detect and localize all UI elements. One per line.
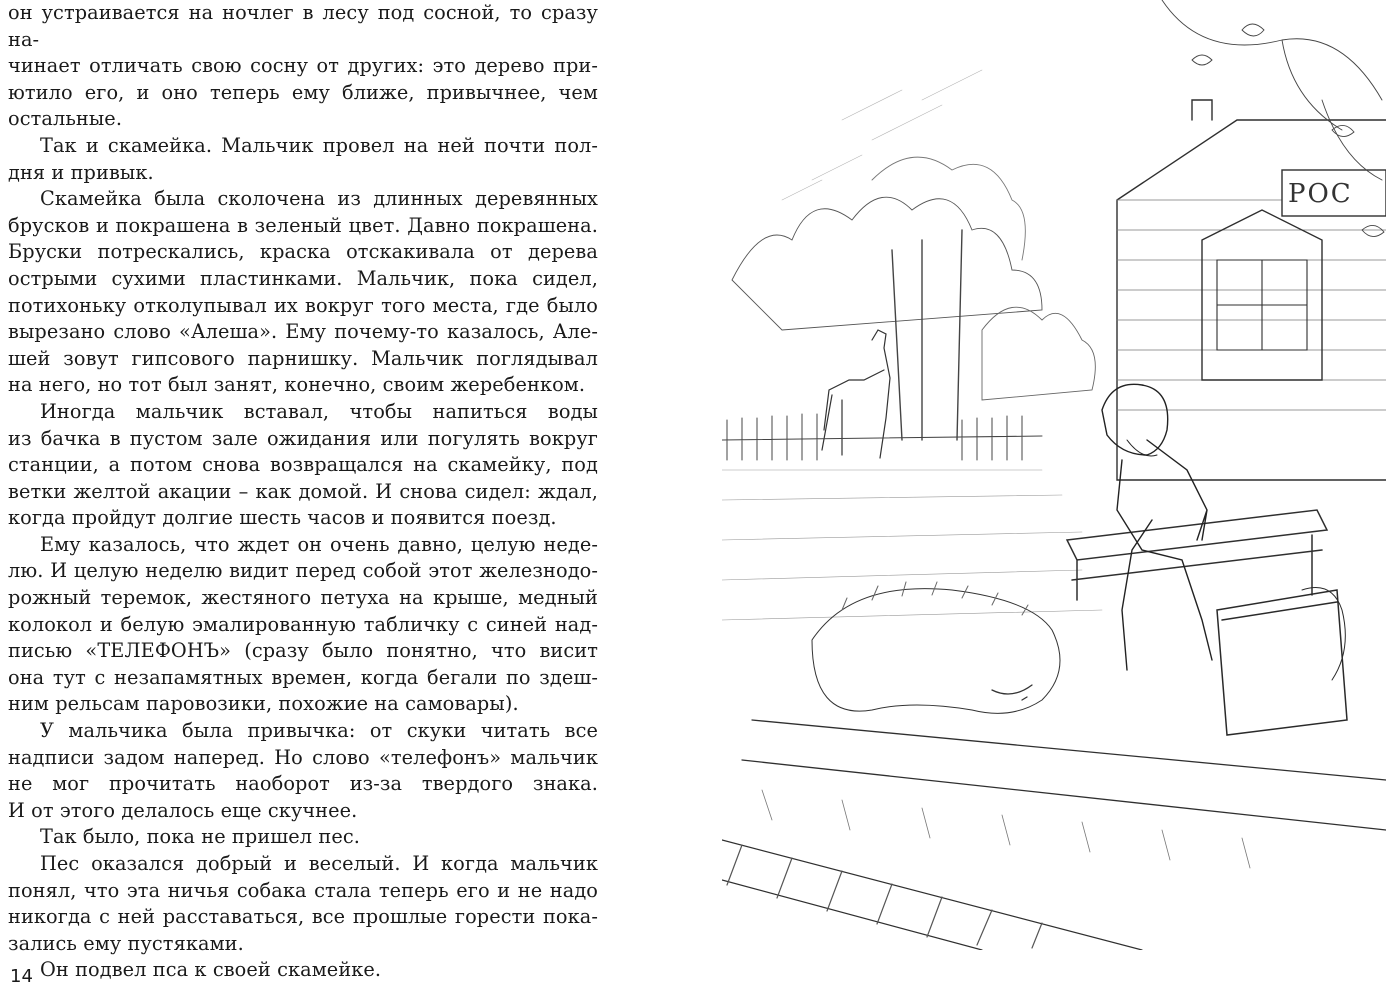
book-text-column <box>8 0 598 984</box>
platform-edge <box>742 720 1386 868</box>
text-line: станции, а потом снова возвращался на скамейку, под <box>8 453 598 477</box>
text-line: остальные. <box>8 107 123 131</box>
railway-tracks <box>722 840 1142 950</box>
text-line: не мог прочитать наоборот из-за твердого знака. <box>8 772 598 796</box>
text-line: ветки желтой акации – как домой. И снова сидел: ждал, <box>8 479 598 503</box>
text-line: колокол и белую эмалированную табличку с синей над- <box>8 612 598 636</box>
sky-hatching <box>782 70 982 200</box>
text-line: он устраивается на ночлег в лесу под сосной, то сразу на- <box>8 1 598 51</box>
text-line: вырезано слово «Алеша». Ему почему-то казалось, Але- <box>8 320 598 344</box>
text-line: когда пройдут долгие шесть часов и появится поезд. <box>8 506 557 530</box>
text-line: У мальчика была привычка: от скуки читать все <box>40 719 598 743</box>
text-line: писью «ТЕЛЕФОНЪ» (сразу было понятно, что висит <box>8 639 598 663</box>
text-line: дня и привык. <box>8 160 154 184</box>
text-line: Иногда мальчик вставал, чтобы напиться воды <box>40 399 598 423</box>
text-line: лю. И целую неделю видит перед собой этот железнодо- <box>8 559 598 583</box>
background-trees <box>732 157 1095 440</box>
text-line: потихоньку отколупывал их вокруг того места, где было <box>8 293 598 317</box>
text-line: на него, но тот был занят, конечно, своим жеребенком. <box>8 373 586 397</box>
suitcase <box>1217 588 1347 736</box>
bench <box>1067 510 1327 600</box>
station-building <box>1117 100 1386 480</box>
text-line: Скамейка была сколочена из длинных деревянных <box>40 187 598 211</box>
text-line: из бачка в пустом зале ожидания или погулять вокруг <box>8 426 598 450</box>
text-line: ютило его, и оно теперь ему ближе, привычнее, чем <box>8 80 598 104</box>
pencil-illustration <box>722 0 1386 950</box>
text-line: она тут с незапамятных времен, когда бегали по здеш- <box>8 665 598 689</box>
text-line: Так и скамейка. Мальчик провел на ней почти пол- <box>40 133 598 157</box>
text-line: Ему казалось, что ждет он очень давно, целую неде- <box>40 532 598 556</box>
boy <box>1102 384 1212 670</box>
text-line: зались ему пустяками. <box>8 931 244 955</box>
text-line: Бруски потрескались, краска отскакивала от дерева <box>8 240 598 264</box>
ground-hatching <box>722 470 1102 620</box>
text-line: острыми сухими пластинками. Мальчик, пока сидел, <box>8 266 598 290</box>
text-line: брусков и покрашена в зеленый цвет. Давно покрашена. <box>8 213 598 237</box>
text-line: чинает отличать свою сосну от других: это дерево при- <box>8 54 598 78</box>
text-line: шей зовут гипсового парнишку. Мальчик поглядывал <box>8 346 598 370</box>
station-sign-text: РОС <box>1288 179 1353 209</box>
text-line: никогда с ней расставаться, все прошлые горести пока- <box>8 905 598 929</box>
text-line: рожный теремок, жестяного петуха на крыше, медный <box>8 586 598 610</box>
text-line: надписи задом наперед. Но слово «телефонъ» мальчик <box>8 745 598 769</box>
picket-fence <box>722 414 1042 460</box>
text-line: понял, что эта ничья собака стала теперь его и не надо <box>8 878 598 902</box>
text-line: Пес оказался добрый и веселый. И когда мальчик <box>40 852 598 875</box>
page-number: 14 <box>10 966 33 987</box>
text-line: ним рельсам паровозики, похожие на самовары). <box>8 692 519 716</box>
text-line: Так было, пока не пришел пес. <box>40 825 360 849</box>
text-line: И от этого делалось еще скучнее. <box>8 798 358 822</box>
dog <box>812 582 1060 713</box>
text-line: Он подвел пса к своей скамейке. <box>40 958 382 982</box>
